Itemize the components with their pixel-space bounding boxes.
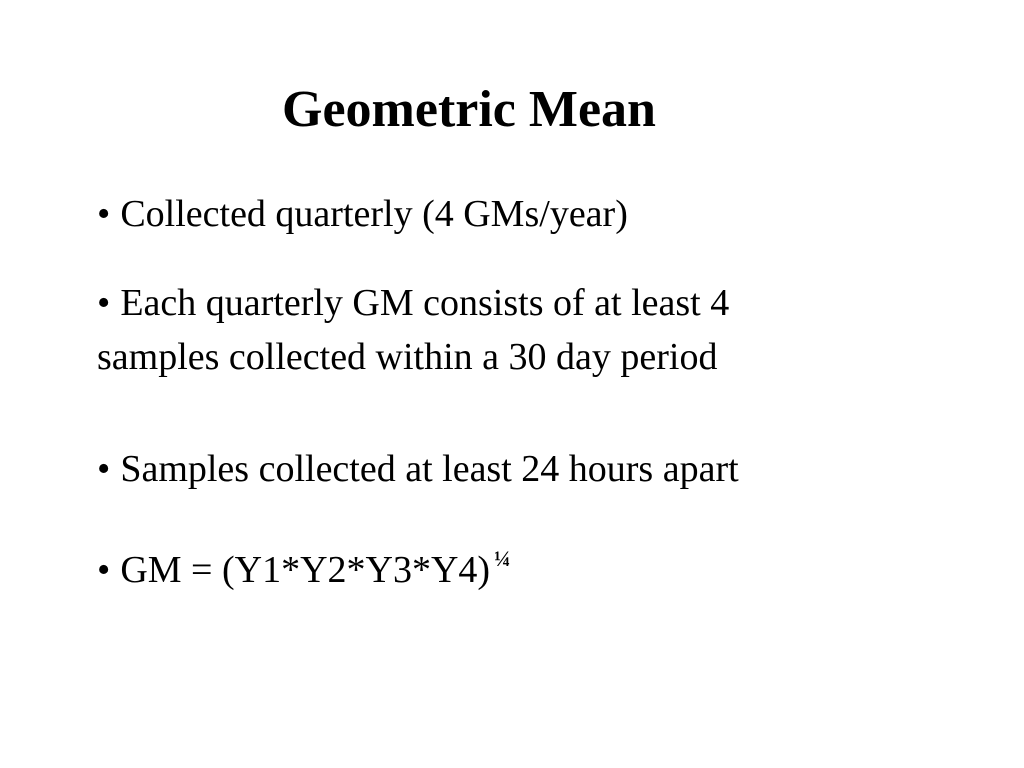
formula-text: GM = (Y1*Y2*Y3*Y4) xyxy=(120,549,491,591)
bullet-text-line1: Each quarterly GM consists of at least 4 xyxy=(120,282,730,324)
bullet-text: Collected quarterly (4 GMs/year) xyxy=(120,193,628,235)
bullet-dot: • xyxy=(97,282,111,324)
formula-exponent: ¼ xyxy=(494,546,511,571)
bullet-text-line2: samples collected within a 30 day period xyxy=(97,336,718,378)
bullet-collected-quarterly xyxy=(97,187,937,241)
bullet-dot: • xyxy=(97,448,111,490)
bullet-dot: • xyxy=(97,193,111,235)
bullet-gm-formula xyxy=(97,532,937,597)
slide-title: Geometric Mean xyxy=(282,81,656,138)
bullet-samples-apart xyxy=(97,442,937,496)
bullet-text: Samples collected at least 24 hours apart xyxy=(120,448,739,490)
bullet-quarterly-gm xyxy=(97,276,937,384)
bullet-dot: • xyxy=(97,549,111,591)
